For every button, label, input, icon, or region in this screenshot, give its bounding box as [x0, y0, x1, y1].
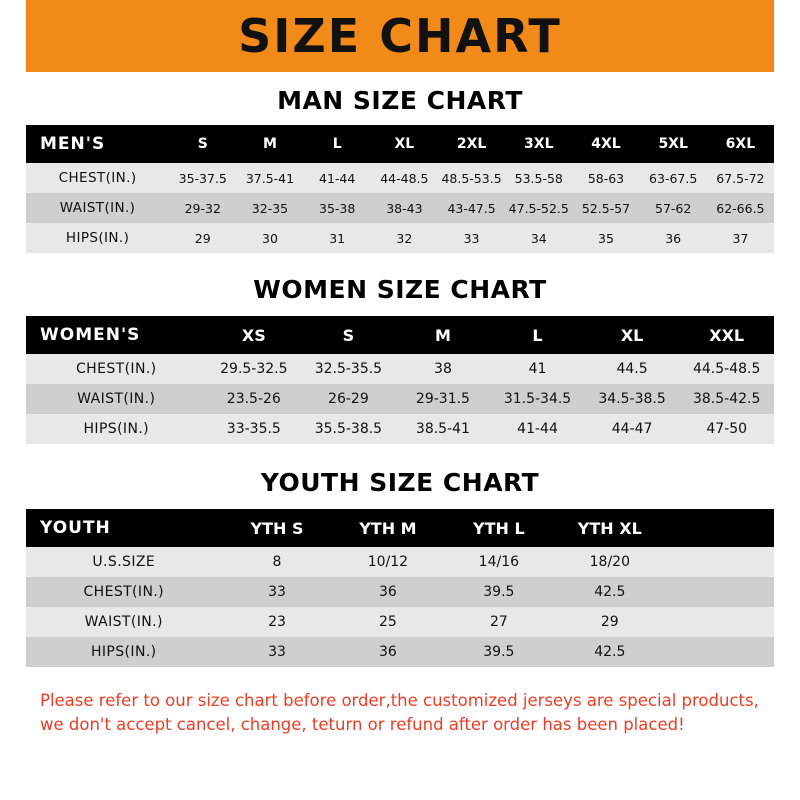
table-row [26, 193, 774, 223]
youth-cell-2-2: 27 [489, 614, 508, 630]
table-row [26, 637, 774, 667]
man-cell-1-4: 43-47.5 [447, 200, 496, 216]
man-table-body [26, 163, 774, 253]
women-cell-2-1: 35.5-38.5 [314, 421, 383, 437]
man-col-header-7: 5XL [658, 136, 688, 152]
women-col-header-1: S [342, 325, 355, 345]
women-cell-2-3: 41-44 [517, 421, 558, 437]
man-cell-1-2: 35-38 [319, 200, 356, 216]
women-col-header-0: XS [241, 325, 266, 345]
women-row-label-1: WAIST(IN.) [77, 391, 156, 407]
man-cell-2-3: 32 [396, 230, 413, 246]
women-cell-0-2: 38 [434, 361, 452, 377]
youth-cell-3-1: 36 [379, 644, 397, 660]
man-cell-2-2: 31 [329, 230, 346, 246]
youth-cell-2-0: 23 [268, 614, 286, 630]
table-header-row [26, 509, 774, 547]
youth-cell-1-1: 36 [379, 584, 397, 600]
man-cell-1-5: 47.5-52.5 [508, 200, 569, 216]
man-cell-2-4: 33 [463, 230, 480, 246]
man-cell-0-3: 44-48.5 [380, 170, 429, 186]
table-header-row [26, 125, 774, 163]
man-cell-0-1: 37.5-41 [245, 170, 295, 186]
youth-col-header-0: YTH S [250, 518, 304, 538]
disclaimer-note [26, 689, 774, 737]
women-col-header-3: L [532, 325, 543, 345]
youth-table-header [26, 509, 774, 547]
man-cell-1-3: 38-43 [386, 200, 423, 216]
youth-col-header-2: YTH L [473, 518, 525, 538]
man-cell-0-8: 67.5-72 [716, 170, 765, 186]
man-cell-0-7: 63-67.5 [649, 170, 698, 186]
table-row [26, 354, 774, 384]
man-table-header [26, 125, 774, 163]
youth-cell-1-3: 42.5 [594, 584, 626, 600]
table-row [26, 577, 774, 607]
man-col-header-8: 6XL [725, 136, 756, 152]
youth-cell-0-3: 18/20 [589, 554, 630, 570]
youth-row-label-1: CHEST(IN.) [83, 584, 165, 600]
man-cell-0-4: 48.5-53.5 [441, 170, 502, 186]
women-row-label-2: HIPS(IN.) [83, 421, 150, 437]
women-table-body [26, 354, 774, 444]
man-cell-1-8: 62-66.5 [716, 200, 765, 216]
women-cell-1-2: 29-31.5 [415, 391, 470, 407]
youth-cell-3-3: 42.5 [594, 644, 626, 660]
man-col-header-2: L [332, 136, 342, 152]
women-cell-0-3: 41 [528, 361, 547, 377]
table-row [26, 547, 774, 577]
man-section-title: MAN SIZE CHART [277, 86, 523, 115]
women-cell-1-4: 34.5-38.5 [598, 391, 666, 407]
women-col-header-4: XL [620, 325, 644, 345]
youth-section-title: YOUTH SIZE CHART [260, 468, 540, 497]
women-cell-0-5: 44.5-48.5 [692, 361, 761, 377]
women-cell-1-5: 38.5-42.5 [692, 391, 761, 407]
women-size-table [26, 316, 774, 444]
disclaimer-line-1: Please refer to our size chart before order,the customized jerseys are special products, [40, 691, 759, 710]
women-cell-2-5: 47-50 [706, 421, 748, 437]
youth-row-label-0: U.S.SIZE [92, 554, 156, 570]
youth-cell-2-3: 29 [600, 614, 619, 630]
women-cell-0-0: 29.5-32.5 [220, 361, 288, 377]
man-cell-2-7: 36 [665, 230, 682, 246]
man-cell-1-7: 57-62 [655, 200, 692, 216]
youth-row-label-2: WAIST(IN.) [84, 614, 163, 630]
youth-col-header-1: YTH M [359, 518, 417, 538]
man-col-header-6: 4XL [591, 136, 621, 152]
youth-cell-0-spacer [665, 547, 774, 577]
man-cell-1-6: 52.5-57 [581, 200, 631, 216]
youth-cell-1-2: 39.5 [483, 584, 515, 600]
banner-right-edge [774, 0, 800, 72]
page-title: SIZE CHART [238, 9, 562, 63]
table-row [26, 223, 774, 253]
man-row-label-2: HIPS(IN.) [65, 230, 130, 246]
youth-col-header-3: YTH XL [577, 518, 642, 538]
women-col-header-5: XXL [709, 325, 745, 345]
youth-cell-2-1: 25 [379, 614, 397, 630]
youth-cell-0-0: 8 [272, 554, 282, 570]
man-cell-1-0: 29-32 [184, 200, 221, 216]
youth-size-table [26, 509, 774, 667]
disclaimer-line-2: we don't accept cancel, change, teturn or refund after order has been placed! [40, 714, 685, 734]
youth-cell-1-0: 33 [268, 584, 286, 600]
women-cell-0-4: 44.5 [616, 361, 648, 377]
man-cell-2-5: 34 [530, 230, 547, 246]
women-cell-2-0: 33-35.5 [226, 421, 281, 437]
youth-cell-3-2: 39.5 [483, 644, 515, 660]
table-row [26, 414, 774, 444]
youth-col-header-spacer [665, 509, 774, 547]
man-cell-0-0: 35-37.5 [178, 170, 227, 186]
man-row-label-0: CHEST(IN.) [58, 170, 137, 186]
women-col-header-2: M [434, 325, 451, 345]
content [0, 86, 800, 737]
youth-cell-3-0: 33 [268, 644, 286, 660]
youth-table-body [26, 547, 774, 667]
youth-cell-3-spacer [665, 637, 774, 667]
man-row-label-1: WAIST(IN.) [59, 200, 136, 216]
women-cell-2-2: 38.5-41 [415, 421, 470, 437]
man-col-header-3: XL [394, 136, 415, 152]
table-row [26, 384, 774, 414]
man-cell-2-8: 37 [732, 230, 749, 246]
man-col-header-0: S [197, 136, 208, 152]
women-corner-header: WOMEN'S [40, 325, 141, 345]
man-cell-1-1: 32-35 [251, 200, 289, 216]
table-row [26, 607, 774, 637]
table-header-row [26, 316, 774, 354]
man-cell-0-2: 41-44 [319, 170, 356, 186]
women-cell-2-4: 44-47 [611, 421, 653, 437]
youth-cell-1-spacer [665, 577, 774, 607]
man-cell-0-6: 58-63 [587, 170, 625, 186]
youth-cell-0-1: 10/12 [367, 554, 409, 570]
banner [0, 0, 800, 72]
women-row-label-0: CHEST(IN.) [75, 361, 157, 377]
women-cell-1-0: 23.5-26 [226, 391, 281, 407]
man-corner-header: MEN'S [40, 134, 106, 154]
man-size-table [26, 125, 774, 253]
women-section-title: WOMEN SIZE CHART [253, 275, 547, 304]
women-table-header [26, 316, 774, 354]
women-cell-1-1: 26-29 [328, 391, 369, 407]
youth-cell-0-2: 14/16 [478, 554, 520, 570]
youth-cell-2-spacer [665, 607, 774, 637]
women-cell-0-1: 32.5-35.5 [314, 361, 383, 377]
women-cell-1-3: 31.5-34.5 [503, 391, 572, 407]
man-cell-2-0: 29 [194, 230, 211, 246]
table-row [26, 163, 774, 193]
man-col-header-4: 2XL [456, 136, 487, 152]
youth-row-label-3: HIPS(IN.) [90, 644, 157, 660]
banner-left-edge [0, 0, 26, 72]
man-cell-2-6: 35 [598, 230, 614, 246]
man-cell-2-1: 30 [262, 230, 278, 246]
youth-corner-header: YOUTH [40, 518, 111, 538]
man-cell-0-5: 53.5-58 [514, 170, 563, 186]
man-col-header-5: 3XL [524, 136, 554, 152]
man-col-header-1: M [262, 136, 277, 152]
